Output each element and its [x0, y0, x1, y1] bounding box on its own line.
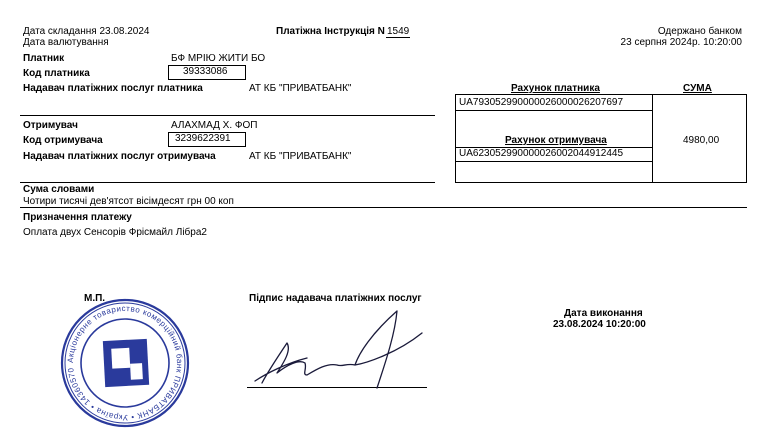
date-value-label: Дата валютування: [23, 37, 109, 48]
signature-icon: [247, 303, 427, 398]
exec-date-label: Дата виконання: [564, 308, 643, 319]
recipient-code-label: Код отримувача: [23, 135, 103, 146]
amount-box: [652, 94, 747, 183]
signature-label: Підпис надавача платіжних послуг: [249, 293, 422, 304]
payer-psp-name: АТ КБ "ПРИВАТБАНК": [249, 83, 352, 94]
recipient-code-box: 3239622391: [168, 132, 246, 147]
date-created: Дата складання 23.08.2024: [23, 26, 150, 37]
payer-account-label: Рахунок платника: [511, 83, 600, 94]
payer-account-box: UA793052990000026000026207697: [455, 94, 653, 111]
purpose-text: Оплата двух Сенсорів Фрісмайл Лібра2: [23, 227, 207, 238]
exec-date-value: 23.08.2024 10:20:00: [553, 319, 646, 330]
recipient-account-label: Рахунок отримувача: [505, 135, 607, 146]
purpose-label: Призначення платежу: [23, 212, 132, 223]
instruction-number: 1549: [387, 26, 410, 37]
recipient-psp-name: АТ КБ "ПРИВАТБАНК": [249, 151, 352, 162]
recipient-psp-label: Надавач платіжних послуг отримувача: [23, 151, 216, 162]
recipient-account-box: UA623052990000026002044912445: [455, 147, 653, 162]
payer-code-box: 39333086: [168, 65, 246, 80]
recipient-separator: [20, 182, 435, 183]
sum-words-label: Сума словами: [23, 184, 95, 195]
payer-name: БФ МРІЮ ЖИТИ БО: [171, 53, 266, 64]
received-by-bank: Одержано банком: [657, 26, 742, 37]
recipient-label: Отримувач: [23, 120, 78, 131]
stamp-ring-text: Акціонерне товариство комерційний банк ПРИВАТБАНК • Україна • 14360570: [65, 303, 185, 423]
payer-psp-label: Надавач платіжних послуг платника: [23, 83, 203, 94]
grid-bottom-border: [455, 182, 653, 183]
amount-label: СУМА: [683, 83, 712, 94]
stamp-label: М.П.: [84, 293, 106, 304]
payer-separator: [20, 115, 435, 116]
sum-words-text: Чотири тисячі дев'ятсот вісімдесят грн 00 коп: [23, 196, 234, 207]
instruction-title: Платіжна Інструкція N: [276, 26, 385, 37]
sum-separator: [20, 207, 747, 208]
payer-label: Платник: [23, 53, 65, 64]
received-date: 23 серпня 2024р. 10:20:00: [620, 37, 742, 48]
recipient-name: АЛАХМАД Х. ФОП: [171, 120, 258, 131]
bank-stamp-icon: [58, 298, 193, 429]
amount-value: 4980,00: [683, 135, 720, 146]
payer-code-label: Код платника: [23, 68, 90, 79]
